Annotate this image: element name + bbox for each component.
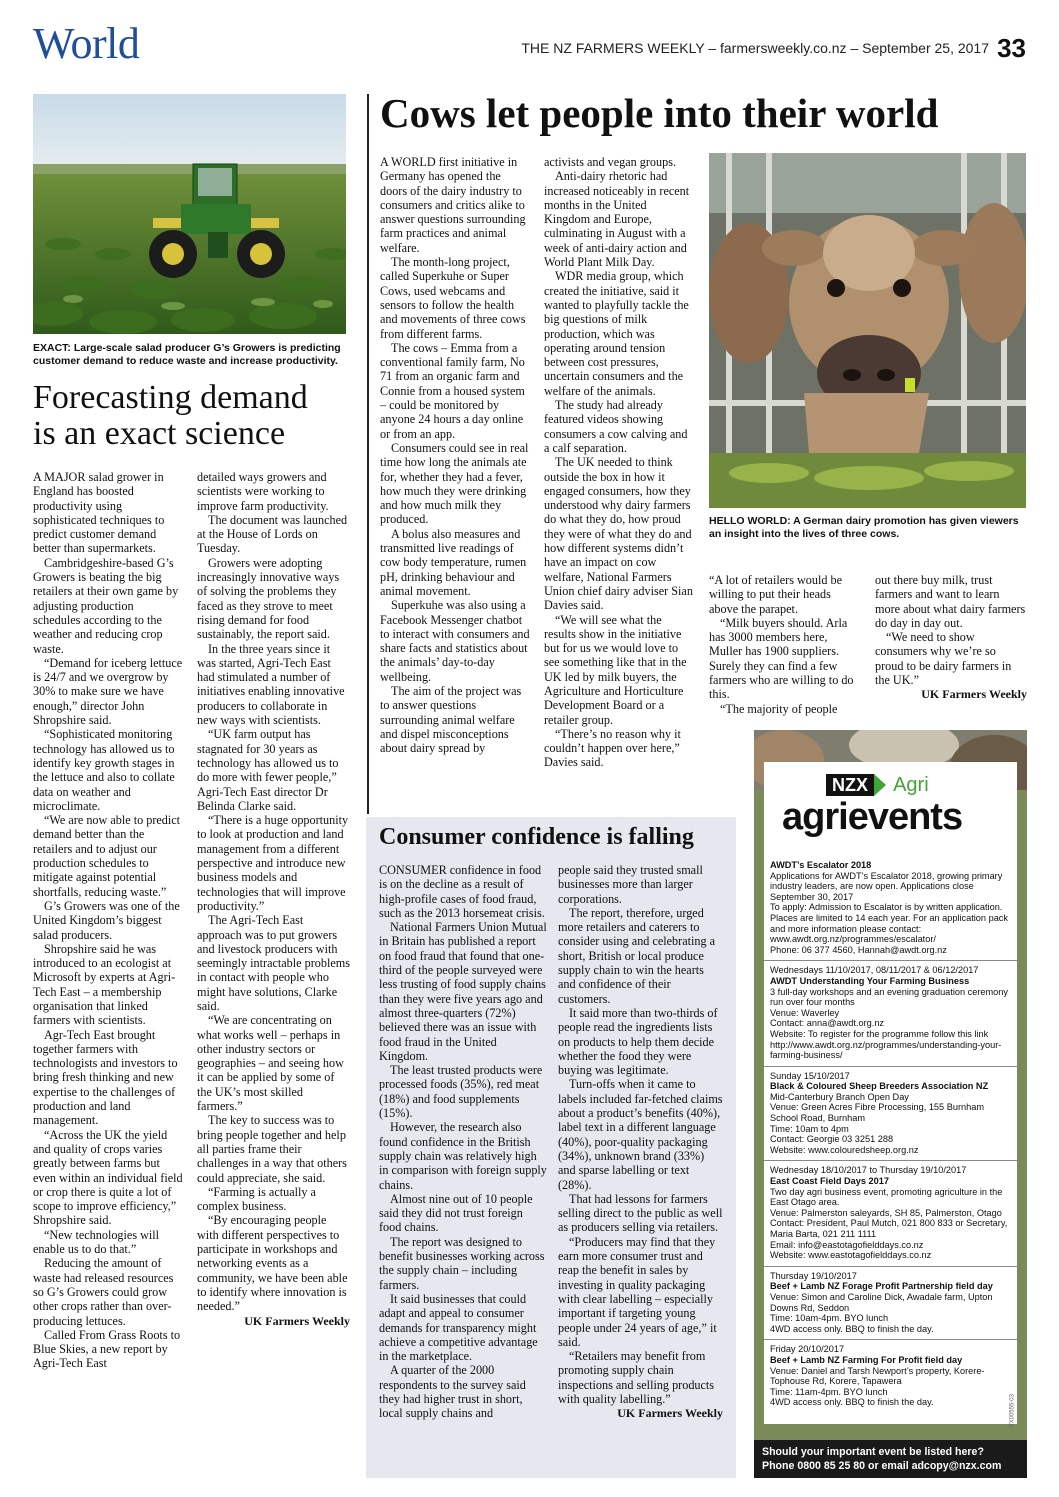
- paragraph: The report, therefore, urged more retailers and caterers to consider using and celebrating a short, British or local produce supply chain to win the hearts and confidence of their customers.: [558, 905, 716, 1006]
- tractor-photo: [33, 94, 346, 334]
- paragraph: “Across the UK the yield and quality of crops varies greatly between farms but even within an individual field or crop there is quite a lot of scope to improve efficiency,” Shropshire said.: [33, 1127, 183, 1228]
- paragraph: The Agri-Tech East approach was to put growers and livestock producers with seemingly intractable problems in contact with people who might have solutions, Clarke said.: [197, 913, 350, 1013]
- column-divider: [367, 94, 369, 814]
- paragraph: It said more than two-thirds of people read the ingredients lists on products to help them decide whether the food they were buying was legitimate.: [558, 1005, 718, 1078]
- cow-caption: HELLO WORLD: A German dairy promotion has given viewers an insight into the lives of three cows.: [709, 515, 1019, 540]
- paragraph: Almost nine out of 10 people said they did not trust foreign food chains.: [379, 1191, 533, 1235]
- event-date: Wednesdays 11/10/2017, 08/11/2017 & 06/12/2017: [770, 965, 979, 976]
- agri-logo-text: Agri: [893, 774, 929, 796]
- paragraph: The study had already featured videos showing consumers a cow calving and a calf separation.: [544, 398, 688, 455]
- paragraph: “Retailers may benefit from promoting supply chain inspections and selling products with quality labelling.”: [558, 1349, 715, 1406]
- paragraph: “We are concentrating on what works well – perhaps in other industry sectors or geographies – and seeing how it can be applied by some of the UK’s most skilled farmers.”: [197, 1013, 344, 1114]
- paragraph: A bolus also measures and transmitted live readings of cow body temperature, rumen pH, drinking behaviour and animal movement.: [380, 526, 527, 598]
- paragraph: G’s Growers was one of the United Kingdom’s biggest salad producers.: [33, 898, 180, 942]
- article2-byline: UK Farmers Weekly: [921, 687, 1027, 702]
- article3-column-1: [379, 863, 547, 1421]
- paragraph: “Farming is actually a complex business.: [197, 1184, 316, 1214]
- event-date: Friday 20/10/2017: [770, 1344, 845, 1355]
- paragraph: A WORLD first initiative in Germany has opened the doors of the dairy industry to consumers and critics alike to answer questions surrounding farm practices and animal welfare.: [380, 155, 526, 255]
- event-date: Wednesday 18/10/2017 to Thursday 19/10/2017: [770, 1165, 967, 1176]
- cow-photo: [709, 153, 1026, 508]
- event-body: Two day agri business event, promoting agriculture in the East Otago area. Venue: Palmerston saleyards, SH 85, Palmerston, Otago Contact: President, Paul Mutch, 021 800 833 or Secretary, Maria Barta, 021 211 1111 Email: info@eastotagofielddays.co.nz Website: www.eastotagofielddays.co.nz: [770, 1186, 1008, 1261]
- paragraph: detailed ways growers and scientists were working to improve farm productivity.: [197, 470, 329, 513]
- event-date: Sunday 15/10/2017: [770, 1070, 850, 1081]
- paragraph: “By encouraging people with different perspectives to participate in workshops and networking events as a community, we have been able to identify where innovation is needed.”: [197, 1213, 348, 1314]
- paragraph: National Farmers Union Mutual in Britain has published a report on food fraud that found that one-third of the people surveyed were less trusting of food supply chains than they were five years ago and almost three-quarters (72%) believed there was an issue with food fraud in the United Kingdom.: [379, 920, 547, 1063]
- nzx-logo: [826, 774, 929, 796]
- paragraph: A MAJOR salad grower in England has boosted productivity using sophisticated techniques to predict customer demand better than supermarkets.: [33, 470, 165, 556]
- paragraph: out there buy milk, trust farmers and want to learn more about what dairy farmers do day in day out.: [875, 573, 1026, 630]
- paragraph: “There is a huge opportunity to look at production and land management from a different perspective and introduce new business models and technologies that will improve productivity.”: [197, 813, 349, 913]
- paragraph: The cows – Emma from a conventional family farm, No 71 from an organic farm and Connie from a housed system – could be monitored by anyone 24 hours a day online or from an app.: [380, 340, 525, 441]
- article3-byline: UK Farmers Weekly: [617, 1406, 723, 1421]
- paragraph: However, the research also found confidence in the British supply chain was relatively high in comparison with foreign supply chains.: [379, 1120, 547, 1192]
- paragraph: Anti-dairy rhetoric had increased noticeably in recent months in the United Kingdom and Europe, culminating in August with a week of anti-dairy action and World Plant Milk Day.: [544, 169, 690, 270]
- article2-column-2: [544, 155, 694, 770]
- ad-code: VX00555-03: [1009, 1394, 1015, 1428]
- paragraph: “There’s no reason why it couldn’t happen over here,” Davies said.: [544, 726, 681, 770]
- paragraph: It said businesses that could adapt and appeal to consumer demands for transparency might achieve a competitive advantage in the marketplace.: [379, 1291, 538, 1364]
- paragraph: The document was launched at the House of Lords on Tuesday.: [197, 512, 348, 556]
- paragraph: Agr-Tech East brought together farmers with technologists and investors to bring fresh thinking and new expertise to the challenges of production and land management.: [33, 1027, 178, 1128]
- paragraph: “Sophisticated monitoring technology has allowed us to identify key growth stages in the lettuce and also to collate data on weather and microclimate.: [33, 727, 175, 813]
- article2-column-3: [709, 573, 859, 716]
- paragraph: Consumers could see in real time how long the animals ate for, whether they had a fever, how much they were drinking and how much milk they produced.: [380, 440, 529, 527]
- paragraph: In the three years since it was started, Agri-Tech East had stimulated a number of initiatives enabling innovative producers to collaborate in new ways with scientists.: [197, 641, 345, 728]
- article3-column-2: [558, 863, 723, 1421]
- nzx-logo-text: NZX: [826, 774, 874, 796]
- ad-event: [764, 1161, 1017, 1266]
- ad-panel: [764, 762, 1017, 1428]
- event-title: Beef + Lamb NZ Farming For Profit field day: [770, 1354, 963, 1365]
- ad-event: [764, 961, 1017, 1066]
- article1-headline: [33, 380, 353, 451]
- paragraph: Called From Grass Roots to Blue Skies, a new report by Agri-Tech East: [33, 1327, 181, 1371]
- section-title: World: [33, 19, 140, 68]
- article2-column-1: [380, 155, 530, 755]
- paragraph: Superkuhe was also using a Facebook Messenger chatbot to interact with consumers and share facts and statistics about the animals’ day-to-day wellbeing.: [380, 598, 530, 684]
- paragraph: That had lessons for farmers selling direct to the public as well as producers selling via retailers.: [558, 1191, 723, 1235]
- paragraph: The UK needed to think outside the box in how it engaged consumers, how they understood why dairy farmers do what they do, how proud they were of what they do and how different systems didn’t have an impact on cow welfare, National Farmers Union chief dairy adviser Sian Davies said.: [544, 455, 693, 613]
- paragraph: The month-long project, called Superkuhe or Super Cows, used webcams and sensors to follow the health and movements of three cows from different farms.: [380, 255, 526, 341]
- ad-footer-line2: Phone 0800 85 25 80 or email adcopy@nzx.com: [762, 1460, 1002, 1472]
- event-body: Mid-Canterbury Branch Open Day Venue: Green Acres Fibre Processing, 155 Burnham School Road, Burnham Time: 10am to 4pm Contact: Georgie 03 3251 288 Website: www.colouredsheep.org.nz: [770, 1091, 984, 1155]
- paragraph: The aim of the project was to answer questions surrounding animal welfare and dispel misconceptions about dairy spread by: [380, 683, 522, 756]
- event-title: AWDT Understanding Your Farming Business: [770, 975, 970, 986]
- consumer-confidence-box: [366, 817, 736, 1478]
- event-body: 3 full-day workshops and an evening graduation ceremony run over four months Venue: Waverley Contact: anna@awdt.org.nz Website: To register for the programme follow this link http://www.awdt.org.nz/programmes/understanding-your-farming-business/: [770, 986, 1009, 1061]
- paragraph: Shropshire said he was introduced to an ecologist at Microsoft by experts at Agri-Tech East – a membership organisation that linked farmers with scientists.: [33, 941, 176, 1028]
- article1-headline-line1: Forecasting demand: [33, 379, 308, 416]
- publication-line: THE NZ FARMERS WEEKLY – farmersweekly.co.nz – September 25, 2017: [521, 40, 989, 56]
- agrievents-ad: [754, 730, 1027, 1440]
- article1-headline-line2: is an exact science: [33, 414, 286, 452]
- tractor-caption: EXACT: Large-scale salad producer G’s Growers is predicting customer demand to reduce waste and increase productivity.: [33, 342, 341, 367]
- event-title: AWDT’s Escalator 2018: [770, 860, 872, 870]
- paragraph: “UK farm output has stagnated for 30 years as technology has allowed us to do more with fewer people,” Agri-Tech East director Dr Belinda Clarke said.: [197, 727, 339, 813]
- article3-headline: Consumer confidence is falling: [379, 824, 694, 850]
- nzx-arrow-icon: [874, 774, 886, 796]
- ad-event: [764, 1267, 1017, 1341]
- article2-headline: Cows let people into their world: [380, 90, 939, 136]
- paragraph: people said they trusted small businesses more than larger corporations.: [558, 863, 703, 906]
- paragraph: “New technologies will enable us to do that.”: [33, 1227, 160, 1257]
- event-title: Beef + Lamb NZ Forage Profit Partnership field day: [770, 1281, 993, 1292]
- paragraph: “A lot of retailers would be willing to put their heads above the parapet.: [709, 573, 843, 616]
- event-title: Black & Coloured Sheep Breeders Association NZ: [770, 1081, 989, 1092]
- paragraph: “The majority of people: [720, 701, 838, 716]
- paragraph: “Producers may find that they earn more consumer trust and reap the benefit in sales by investing in quality packaging with clear labelling – especially important if targeting young people under 24 years of age,” it said.: [558, 1234, 717, 1349]
- ad-event: [764, 856, 1017, 961]
- event-body: Venue: Daniel and Tarsh Newport’s property, Korere-Tophouse Rd, Korere, Tapawera Time: 11am-4pm. BYO lunch 4WD access only. BBQ to finish the day.: [770, 1365, 985, 1408]
- paragraph: “We will see what the results show in the initiative but for us we would love to see something like that in the UK led by milk buyers, the Agriculture and Horticulture Development Board or a retailer group.: [544, 612, 687, 727]
- ad-title: agrievents: [782, 796, 963, 838]
- paragraph: Growers were adopting increasingly innovative ways of solving the problems they faced as they strove to meet rising demand for food sustainably, the report said.: [197, 555, 340, 642]
- event-body: Venue: Simon and Caroline Dick, Awadale farm, Upton Downs Rd, Seddon Time: 10am-4pm. BYO lunch 4WD access only. BBQ to finish the day.: [770, 1291, 993, 1334]
- event-date: Thursday 19/10/2017: [770, 1270, 857, 1281]
- ad-event: [764, 1340, 1017, 1413]
- article1-column-1: [33, 470, 183, 1371]
- article1-column-2: [197, 470, 350, 1328]
- paragraph: A quarter of the 2000 respondents to the survey said they had higher trust in short, local supply chains and: [379, 1363, 526, 1421]
- paragraph: “Milk buyers should. Arla has 3000 members here, Muller has 1900 suppliers. Surely they can find a few farmers who are willing to do this.: [709, 615, 854, 702]
- paragraph: WDR media group, which created the initiative, said it wanted to playfully tackle the big questions of milk production, which was operating around tension between cost pressures, uncertain consumers and the welfare of the animals.: [544, 269, 689, 398]
- paragraph: Cambridgeshire-based G’s Growers is beating the big retailers at their own game by adjusting production schedules according to the weather and reducing crop waste.: [33, 555, 179, 656]
- paragraph: CONSUMER confidence in food is on the decline as a result of high-profile cases of food fraud, such as the 2013 horsemeat crisis.: [379, 863, 545, 920]
- paragraph: Reducing the amount of waste had released resources so G’s Growers could grow other crops rather than over-producing lettuces.: [33, 1256, 174, 1328]
- event-title: East Coast Field Days 2017: [770, 1176, 889, 1187]
- ad-footer-line1: Should your important event be listed here?: [762, 1446, 984, 1458]
- article2-column-4: [875, 573, 1027, 702]
- ad-events-list: [764, 856, 1017, 1413]
- paragraph: activists and vegan groups.: [544, 155, 677, 169]
- paragraph: “Demand for iceberg lettuce is 24/7 and we overgrow by 30% to make sure we have enough,” director John Shropshire said.: [33, 655, 183, 728]
- paragraph: “We are now able to predict demand better than the retailers and to adjust our production schedules to mitigate against potential shortfalls, reducing waste.”: [33, 813, 181, 899]
- paragraph: “We need to show consumers why we’re so proud to be dairy farmers in the UK.”: [875, 630, 1012, 688]
- event-body: Applications for AWDT’s Escalator 2018, growing primary industry leaders, are now open. Applications close September 30, 2017 To apply: Admission to Escalator is by written application. Places are limited to 14 each year. For an application pack and more information please contact: www.awdt.org.nz/programmes/escalator/ Phone: 06 377 4560, Hannah@awdt.org.nz: [770, 870, 1008, 955]
- paragraph: The report was designed to benefit businesses working across the supply chain – including farmers.: [379, 1234, 545, 1292]
- paragraph: The least trusted products were processed foods (35%), red meat (18%) and food supplements (15%).: [379, 1063, 543, 1121]
- article1-byline: UK Farmers Weekly: [244, 1313, 350, 1328]
- paragraph: Turn-offs when it came to labels included far-fetched claims about a product’s benefits (40%), label text in a different language (40%), poor-quality packaging (34%), unknown brand (33%) and sparse labelling or text (28%).: [558, 1077, 723, 1192]
- paragraph: The key to success was to bring people together and help all parties frame their challenges in a way that others could appreciate, she said.: [197, 1113, 347, 1185]
- ad-footer: [754, 1440, 1027, 1478]
- ad-event: [764, 1067, 1017, 1162]
- page-number: 33: [997, 33, 1026, 63]
